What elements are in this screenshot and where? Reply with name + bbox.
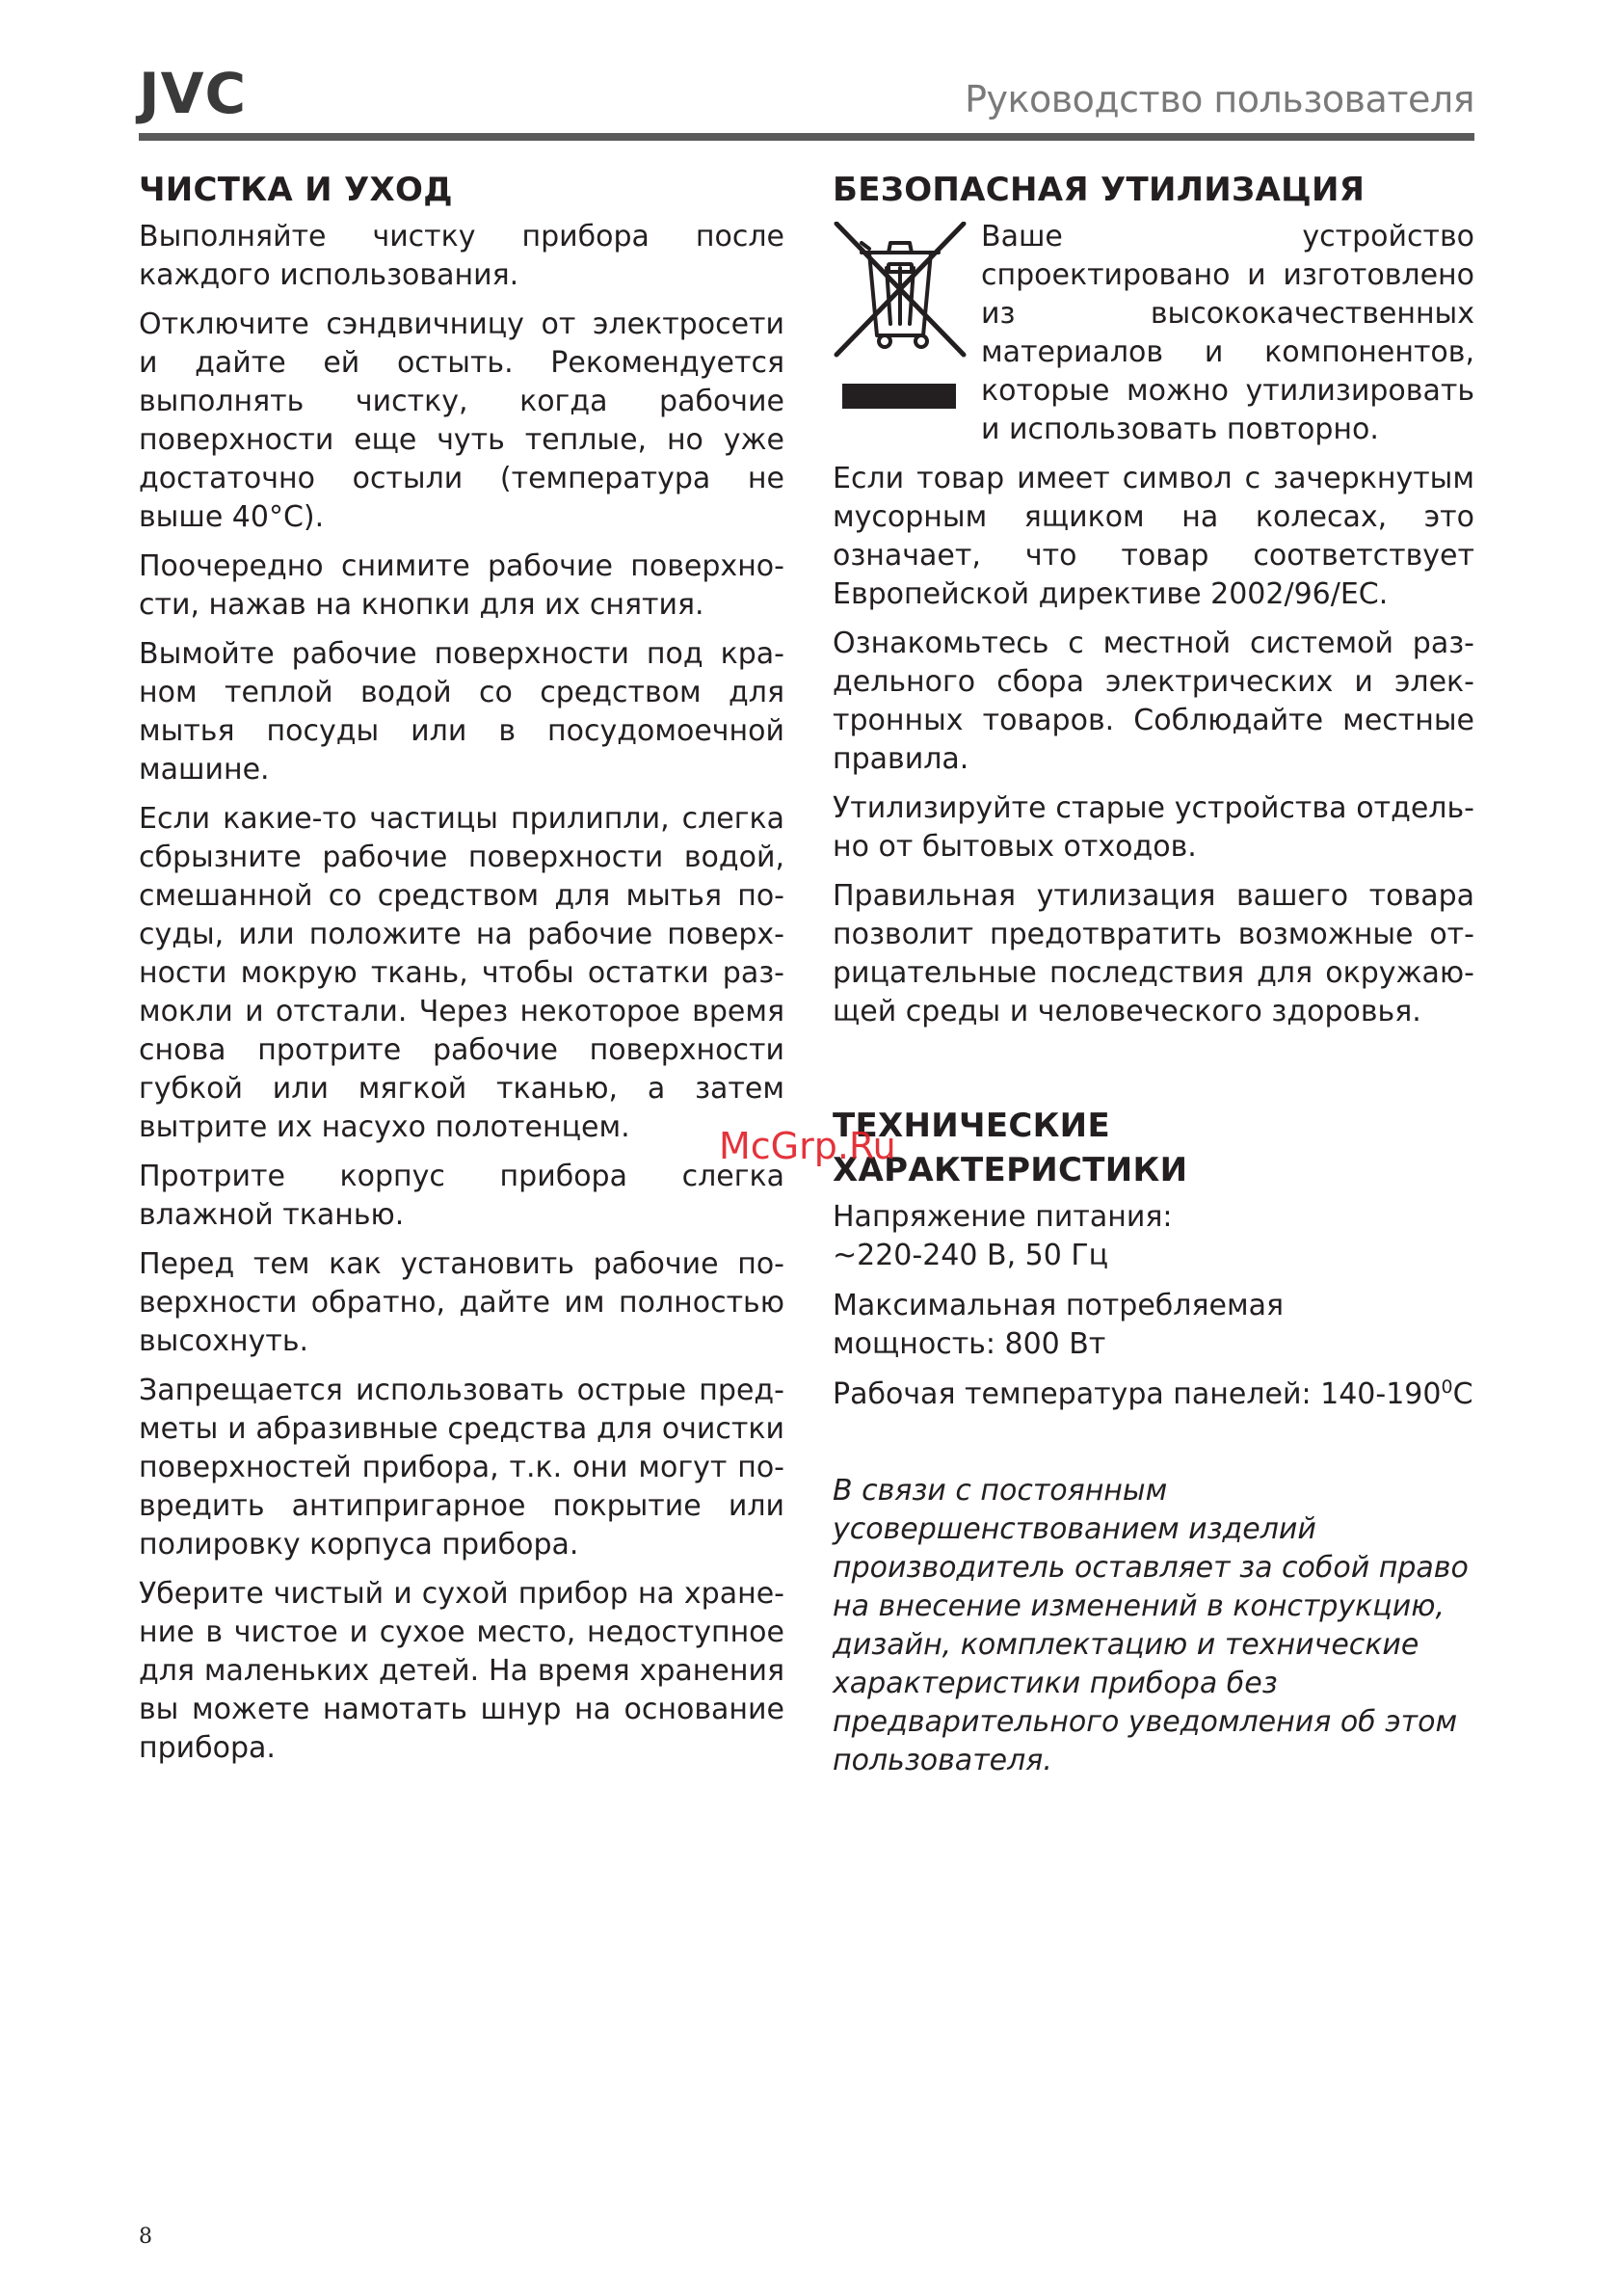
spec-voltage-value: ~220-240 В, 50 Гц: [833, 1239, 1109, 1272]
spec-voltage-label: Напряжение питания:: [833, 1200, 1173, 1234]
specs-heading: ТЕХНИЧЕСКИЕ ХАРАКТЕРИСТИКИ: [833, 1107, 1188, 1189]
left-column: [139, 168, 784, 1778]
care-paragraph: Запрещается использовать острые предметы и абразивные средства для очистки поверхностей прибора, т.к. они могут повредить антипригарное покрытие или полировку корпуса прибора.: [139, 1374, 784, 1562]
degree-mark: 0: [1441, 1376, 1453, 1398]
disposal-intro-block: [833, 218, 1474, 449]
spec-voltage: [833, 1198, 1474, 1275]
spec-temperature: [833, 1375, 1474, 1414]
section-spacer: [833, 1042, 1474, 1104]
care-paragraph: Уберите чистый и сухой прибор на хранение в чистое и сухое место, недоступное для маленьких детей. На время хранения вы можете намотать шнур на основание прибора.: [139, 1577, 784, 1765]
header-divider: [139, 133, 1474, 141]
disposal-paragraph: Ознакомьтесь с местной системой раздельного сбора электрических и электронных товаров. Соблюдайте местные правила.: [833, 627, 1474, 776]
page-number: 8: [139, 2225, 152, 2249]
page-header: [139, 58, 1474, 141]
care-section: [139, 168, 784, 1768]
disposal-intro: Ваше устройство спроектировано и изготовлено из высококачественных материалов и компонентов, которые можно утилизировать и использовать повторно.: [981, 220, 1474, 446]
care-heading: ЧИСТКА И УХОД: [139, 171, 453, 209]
care-paragraph: Вымойте рабочие поверхности под краном теплой водой со средством для мытья посуды или в посудомоечной машине.: [139, 637, 784, 787]
document-title: Руководство пользователя: [965, 78, 1474, 120]
brand-logo: JVC: [139, 61, 248, 126]
care-paragraph: Поочередно снимите рабочие поверхности, нажав на кнопки для их снятия.: [139, 549, 784, 622]
right-column: [833, 168, 1474, 1792]
disposal-paragraph: Если товар имеет символ с зачеркнутым мусорным ящиком на колесах, это означает, что товар соответствует Европейской директиве 2002/96/EC.: [833, 462, 1474, 611]
care-paragraph: Перед тем как установить рабочие поверхности обратно, дайте им полностью высохнуть.: [139, 1247, 784, 1358]
disposal-section: [833, 168, 1474, 1031]
improvement-notice: В связи с постоянным усовершенствованием изделий производитель оставляет за собой право на внесение изменений в конструкцию, дизайн, комплектацию и технические характеристики прибора без предварительного уведомления об этом пользователя.: [833, 1474, 1469, 1777]
crossed-out-wheelie-bin-icon: [833, 222, 968, 414]
care-paragraph: Отключите сэндвичницу от электросети и дайте ей остыть. Рекомендуется выполнять чистку, когда рабочие поверхности еще чуть теплые, но уже достаточно остыли (температура не выше 40°C).: [139, 307, 784, 534]
spec-temperature-unit: С: [1452, 1377, 1473, 1411]
care-paragraph: Если какие-то частицы прилипли, слегка сбрызните рабочие поверхности водой, смешанной со средством для мытья посуды, или положите на рабочие поверхности мокрую ткань, чтобы остатки размокли и отстали. Через некоторое время снова протрите рабочие поверхности губкой или мягкой тканью, а затем вытрите их насухо полотенцем.: [139, 802, 784, 1144]
disposal-paragraph: Правильная утилизация вашего товара позволит предотвратить возможные отрицательные последствия для окружающей среды и человеческого здоровья.: [833, 879, 1474, 1028]
disposal-heading: БЕЗОПАСНАЯ УТИЛИЗАЦИЯ: [833, 171, 1366, 209]
disposal-paragraph: Утилизируйте старые устройства отдельно от бытовых отходов.: [833, 791, 1474, 864]
spec-temperature-text: Рабочая температура панелей: 140-190: [833, 1377, 1442, 1411]
care-paragraph: Протрите корпус прибора слегка влажной тканью.: [139, 1160, 784, 1232]
spec-power-label: Максимальная потребляемая: [833, 1289, 1285, 1322]
spec-power: [833, 1287, 1474, 1364]
watermark: McGrp.Ru: [719, 1125, 896, 1167]
specs-section: [833, 1104, 1474, 1780]
care-paragraph: Выполняйте чистку прибора после каждого использования.: [139, 220, 784, 292]
spec-power-value: мощность: 800 Вт: [833, 1327, 1106, 1361]
